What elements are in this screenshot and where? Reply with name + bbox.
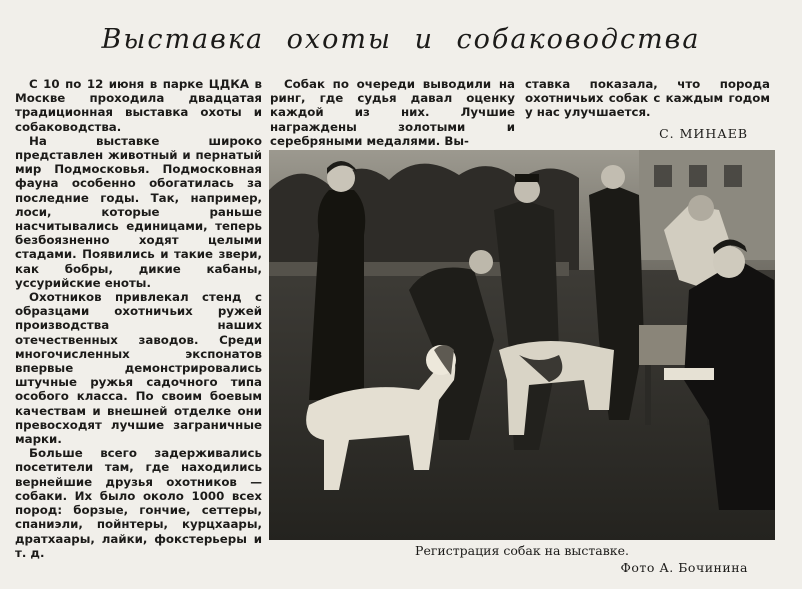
paragraph-1: С 10 по 12 июня в парке ЦДКА в Москве проходила двадцатая традиционная выставка охоты и собаководства. (15, 77, 262, 134)
dog-show-photo (269, 150, 775, 540)
paragraph-3: Охотников привлекал стенд с образцами охотничьих ружей производства наших отечественных заводов. Среди многочисленных экспонатов впервые демонстрировались штучные ружья садочного типа особого класса. По своим боевым качествам и внешней отделке они превосходят лучшие заграничные марки. (15, 290, 262, 447)
article-column-2 (270, 77, 515, 148)
photo-illustration (269, 150, 775, 540)
author-byline: С. МИНАЕВ (659, 126, 748, 141)
paragraph-6: ставка показала, что порода охотничьих собак с каждым годом у нас улучшается. (525, 77, 770, 120)
photo-caption: Регистрация собак на выставке. (415, 543, 629, 558)
paragraph-2: На выставке широко представлен животный и пернатый мир Подмосковья. Подмосковная фауна особенно обогатилась за последние годы. Так, например, лоси, которые раньше насчитывались единицами, теперь безбоязненно ходят целыми стадами. Появились и такие звери, как бобры, дикие кабаны, уссурийские еноты. (15, 133, 262, 290)
article-headline: Выставка охоты и собаководства (101, 24, 701, 55)
paragraph-4: Больше всего задерживались посетители там, где находились вернейшие друзья охотников — собаки. Их было около 1000 всех пород: борзые, гончие, сеттеры, спаниэли, пойнтеры, курцхаары, дратхаары, лайки, фокстерьеры и т. д. (15, 446, 262, 560)
article-column-3 (525, 77, 770, 120)
paragraph-5: Собак по очереди выводили на ринг, где судья давал оценку каждой из них. Лучшие награждены золотыми и серебряными медалями. Вы- (270, 77, 515, 148)
photo-credit: Фото А. Бочинина (620, 560, 748, 575)
article-column-1 (15, 77, 262, 560)
